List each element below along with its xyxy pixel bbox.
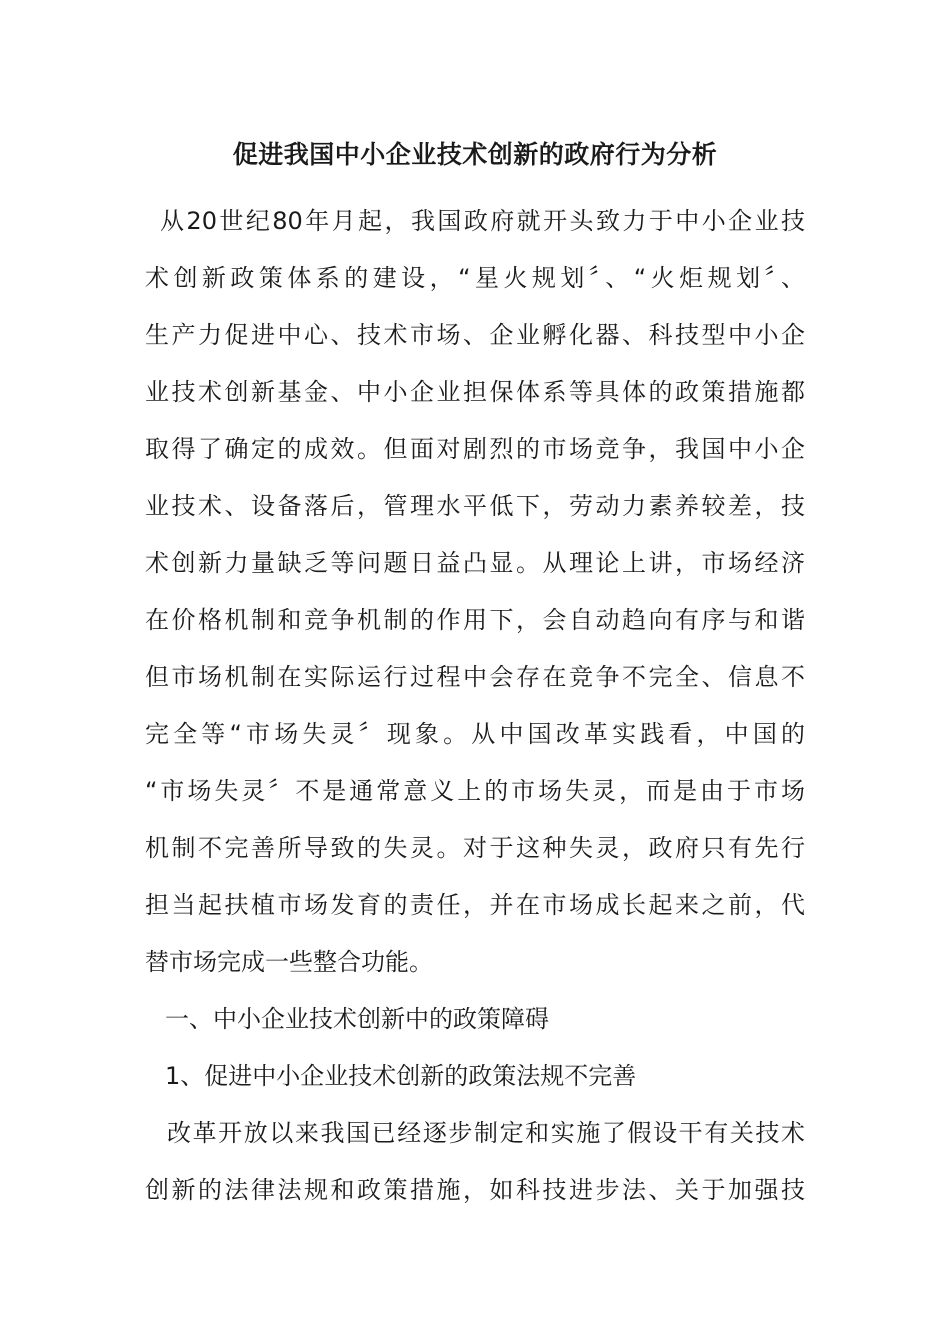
paragraph-line: 业技术、设备落后，管理水平低下，劳动力素养较差，技 xyxy=(145,492,805,520)
paragraph-line: 术创新政策体系的建设，“星火规划〞、“火炬规划〞、 xyxy=(145,264,805,292)
paragraph-line: 术创新力量缺乏等问题日益凸显。从理论上讲，市场经济 xyxy=(145,549,805,577)
paragraph-line: 创新的法律法规和政策措施，如科技进步法、关于加强技 xyxy=(145,1176,805,1204)
paragraph-line: 但市场机制在实际运行过程中会存在竞争不完全、信息不 xyxy=(145,663,805,691)
paragraph-line: 取得了确定的成效。但面对剧烈的市场竞争，我国中小企 xyxy=(145,435,805,463)
document-title: 促进我国中小企业技术创新的政府行为分析 xyxy=(232,140,718,169)
paragraph-line: 替市场完成一些整合功能。 xyxy=(145,948,433,976)
paragraph-line: 业技术创新基金、中小企业担保体系等具体的政策措施都 xyxy=(145,378,805,406)
paragraph-line: 完全等“市场失灵〞现象。从中国改革实践看，中国的 xyxy=(145,720,805,748)
paragraph-line: “市场失灵〞不是通常意义上的市场失灵，而是由于市场 xyxy=(145,777,805,805)
paragraph-line: 改革开放以来我国已经逐步制定和实施了假设干有关技术 xyxy=(167,1119,805,1147)
paragraph-line: 从20世纪80年月起，我国政府就开头致力于中小企业技 xyxy=(160,207,805,235)
paragraph-line: 机制不完善所导致的失灵。对于这种失灵，政府只有先行 xyxy=(145,834,805,862)
paragraph-line: 在价格机制和竞争机制的作用下，会自动趋向有序与和谐 xyxy=(145,606,805,634)
subsection-heading: 1、促进中小企业技术创新的政策法规不完善 xyxy=(165,1062,637,1090)
section-heading: 一、中小企业技术创新中的政策障碍 xyxy=(165,1005,549,1033)
paragraph-line: 生产力促进中心、技术市场、企业孵化器、科技型中小企 xyxy=(145,321,805,349)
paragraph-line: 担当起扶植市场发育的责任，并在市场成长起来之前，代 xyxy=(145,891,805,919)
